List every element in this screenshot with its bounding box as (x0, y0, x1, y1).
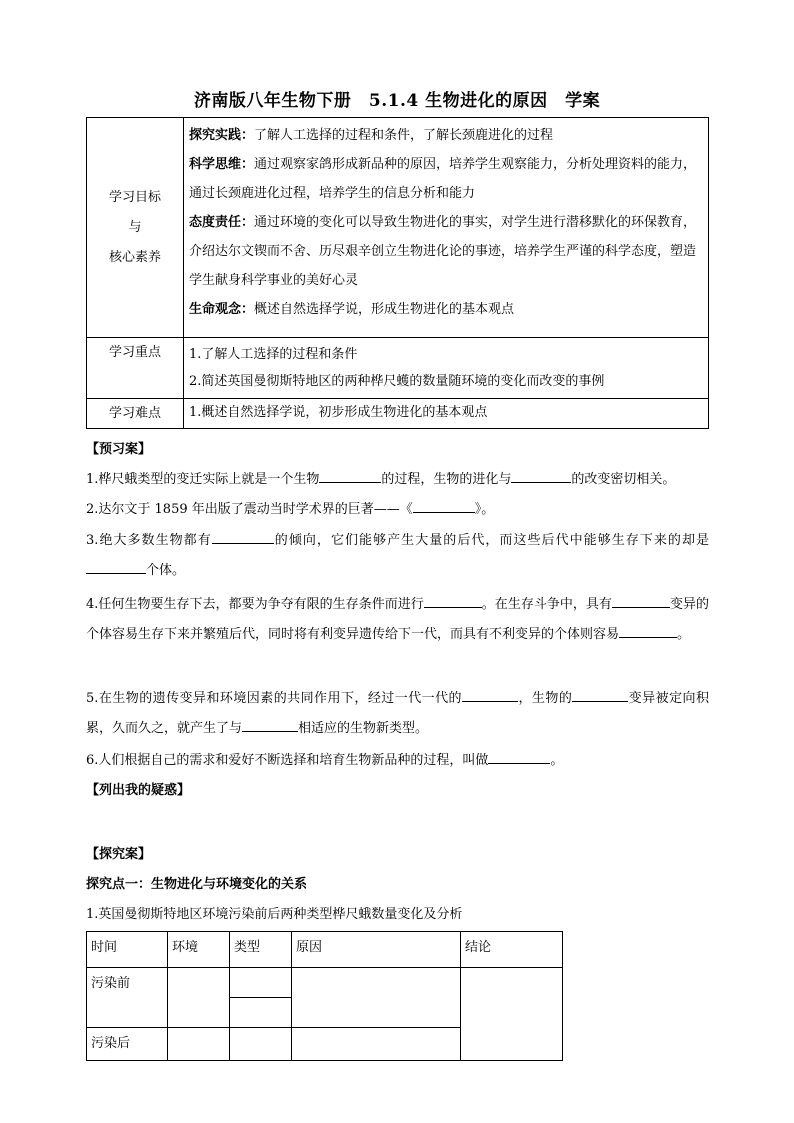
goal-text: 了解人工选择的过程和条件，了解长颈鹿进化的过程 (254, 128, 554, 143)
answer-blank[interactable] (242, 717, 298, 732)
goal-text: 通过环境的变化可以导致生物进化的事实，对学生进行潜移默化的环保教育，介绍达尔文锲而不舍、历尽艰辛创立生物进化论的事迹，培养学生严谨的科学态度，塑造学生献身科学事业的美好心灵 (189, 215, 697, 288)
question-text: 》。 (474, 502, 495, 517)
difficulty-label: 学习难点 (87, 399, 184, 429)
question-text: ，生物的 (518, 691, 573, 706)
question-text: 的倾向，它们能够产生大量的后代，而这些后代中能够生存下来的却是 (273, 533, 709, 548)
col-header-reason: 原因 (292, 932, 461, 968)
moth-table-header-row (87, 932, 563, 968)
goal-item (189, 295, 703, 324)
goals-label-cell (87, 118, 184, 338)
question-text: 。在生存斗争中，具有 (481, 597, 612, 612)
row-label-before: 污染前 (87, 968, 168, 1028)
preview-question-4 (86, 590, 709, 650)
question-text: 变异被定向积累，久而久之，就产生了与 (86, 691, 709, 736)
cell-type-after[interactable] (230, 1028, 292, 1061)
key-points-cell (184, 338, 709, 399)
goal-text: 通过观察家鸽形成新品种的原因，培养学生观察能力，分析处理资料的能力，通过长颈鹿进化过程，培养学生的信息分析和能力 (189, 157, 697, 201)
goal-item (189, 150, 703, 208)
goals-table (86, 117, 709, 429)
goals-label-line: 与 (128, 219, 142, 235)
answer-blank[interactable] (413, 498, 475, 513)
answer-blank[interactable] (572, 687, 628, 702)
col-header-time: 时间 (87, 932, 168, 968)
cell-environment-before[interactable] (168, 968, 230, 1028)
row-label-after: 污染后 (87, 1028, 168, 1061)
goal-text: 概述自然选择学说，形成生物进化的基本观点 (254, 302, 515, 317)
cell-conclusion[interactable] (461, 968, 563, 1061)
answer-blank[interactable] (319, 468, 381, 483)
answer-blank[interactable] (424, 593, 482, 608)
goals-content-cell (184, 118, 709, 338)
preview-question-3 (86, 526, 709, 586)
key-points-row (87, 338, 709, 399)
goals-label-line: 核心素养 (108, 249, 161, 265)
question-text: 。 (677, 627, 691, 642)
moth-table (86, 931, 563, 1061)
question-text: 的过程，生物的进化与 (381, 472, 512, 487)
question-text: 的改变密切相关。 (571, 472, 676, 487)
question-text: 。 (550, 753, 564, 768)
key-point: 1.了解人工选择的过程和条件 (189, 347, 358, 362)
answer-blank[interactable] (212, 529, 274, 544)
difficulty-row (87, 399, 709, 429)
doubts-header: 【列出我的疑惑】 (86, 783, 191, 798)
question-text: 变异的个体容易生存下来并繁殖后代，同时将有利变异遗传给下一代，而具有不利变异的个体则容易 (86, 597, 709, 642)
moth-table-row-before (87, 968, 563, 998)
col-header-conclusion: 结论 (461, 932, 563, 968)
cell-environment-after[interactable] (168, 1028, 230, 1061)
cell-reason-before[interactable] (292, 968, 461, 1028)
question-text: 4.任何生物要生存下去，都要为争夺有限的生存条件而进行 (86, 597, 424, 612)
key-point: 2.简述英国曼彻斯特地区的两种桦尺蠖的数量随环境的变化而改变的事例 (189, 374, 605, 389)
answer-blank[interactable] (488, 749, 550, 764)
question-text: 5.在生物的遗传变异和环境因素的共同作用下，经过一代一代的 (86, 691, 463, 706)
answer-blank[interactable] (612, 593, 670, 608)
question-text: 3.绝大多数生物都有 (86, 533, 212, 548)
key-points-label: 学习重点 (87, 338, 184, 399)
goals-row (87, 118, 709, 338)
goal-key: 态度责任： (189, 215, 255, 230)
question-text: 1.桦尺蛾类型的变迁实际上就是一个生物 (86, 472, 320, 487)
goal-key: 探究实践： (189, 128, 255, 143)
question-text: 相适应的生物新类型。 (298, 721, 429, 736)
goal-item (189, 121, 703, 150)
goal-key: 科学思维： (189, 157, 255, 172)
preview-question-5 (86, 684, 709, 744)
answer-blank[interactable] (619, 623, 677, 638)
goal-item (189, 208, 703, 295)
preview-question-6 (86, 746, 709, 776)
cell-reason-after[interactable] (292, 1028, 461, 1061)
goals-label-line: 学习目标 (108, 189, 161, 205)
cell-type-before-2[interactable] (230, 998, 292, 1028)
explore-header: 【探究案】 (86, 847, 152, 862)
answer-blank[interactable] (462, 687, 518, 702)
answer-blank[interactable] (86, 559, 146, 574)
cell-type-before-1[interactable] (230, 968, 292, 998)
preview-header: 【预习案】 (86, 442, 152, 457)
goal-key: 生命观念： (189, 302, 255, 317)
preview-question-2 (86, 495, 709, 525)
col-header-environment: 环境 (168, 932, 230, 968)
question-text: 2.达尔文于 1859 年出版了震动当时学术界的巨著——《 (86, 502, 413, 517)
explore-point-title: 探究点一：生物进化与环境变化的关系 (86, 877, 308, 892)
preview-question-1 (86, 465, 709, 495)
answer-blank[interactable] (511, 468, 571, 483)
question-text: 个体。 (146, 563, 186, 578)
difficulty-cell: 1.概述自然选择学说，初步形成生物进化的基本观点 (184, 399, 709, 429)
question-text: 6.人们根据自己的需求和爱好不断选择和培育生物新品种的过程，叫做 (86, 753, 489, 768)
page-title: 济南版八年生物下册 5.1.4 生物进化的原因 学案 (193, 91, 601, 111)
col-header-type: 类型 (230, 932, 292, 968)
explore-item-title: 1.英国曼彻斯特地区环境污染前后两种类型桦尺蛾数量变化及分析 (86, 907, 463, 922)
